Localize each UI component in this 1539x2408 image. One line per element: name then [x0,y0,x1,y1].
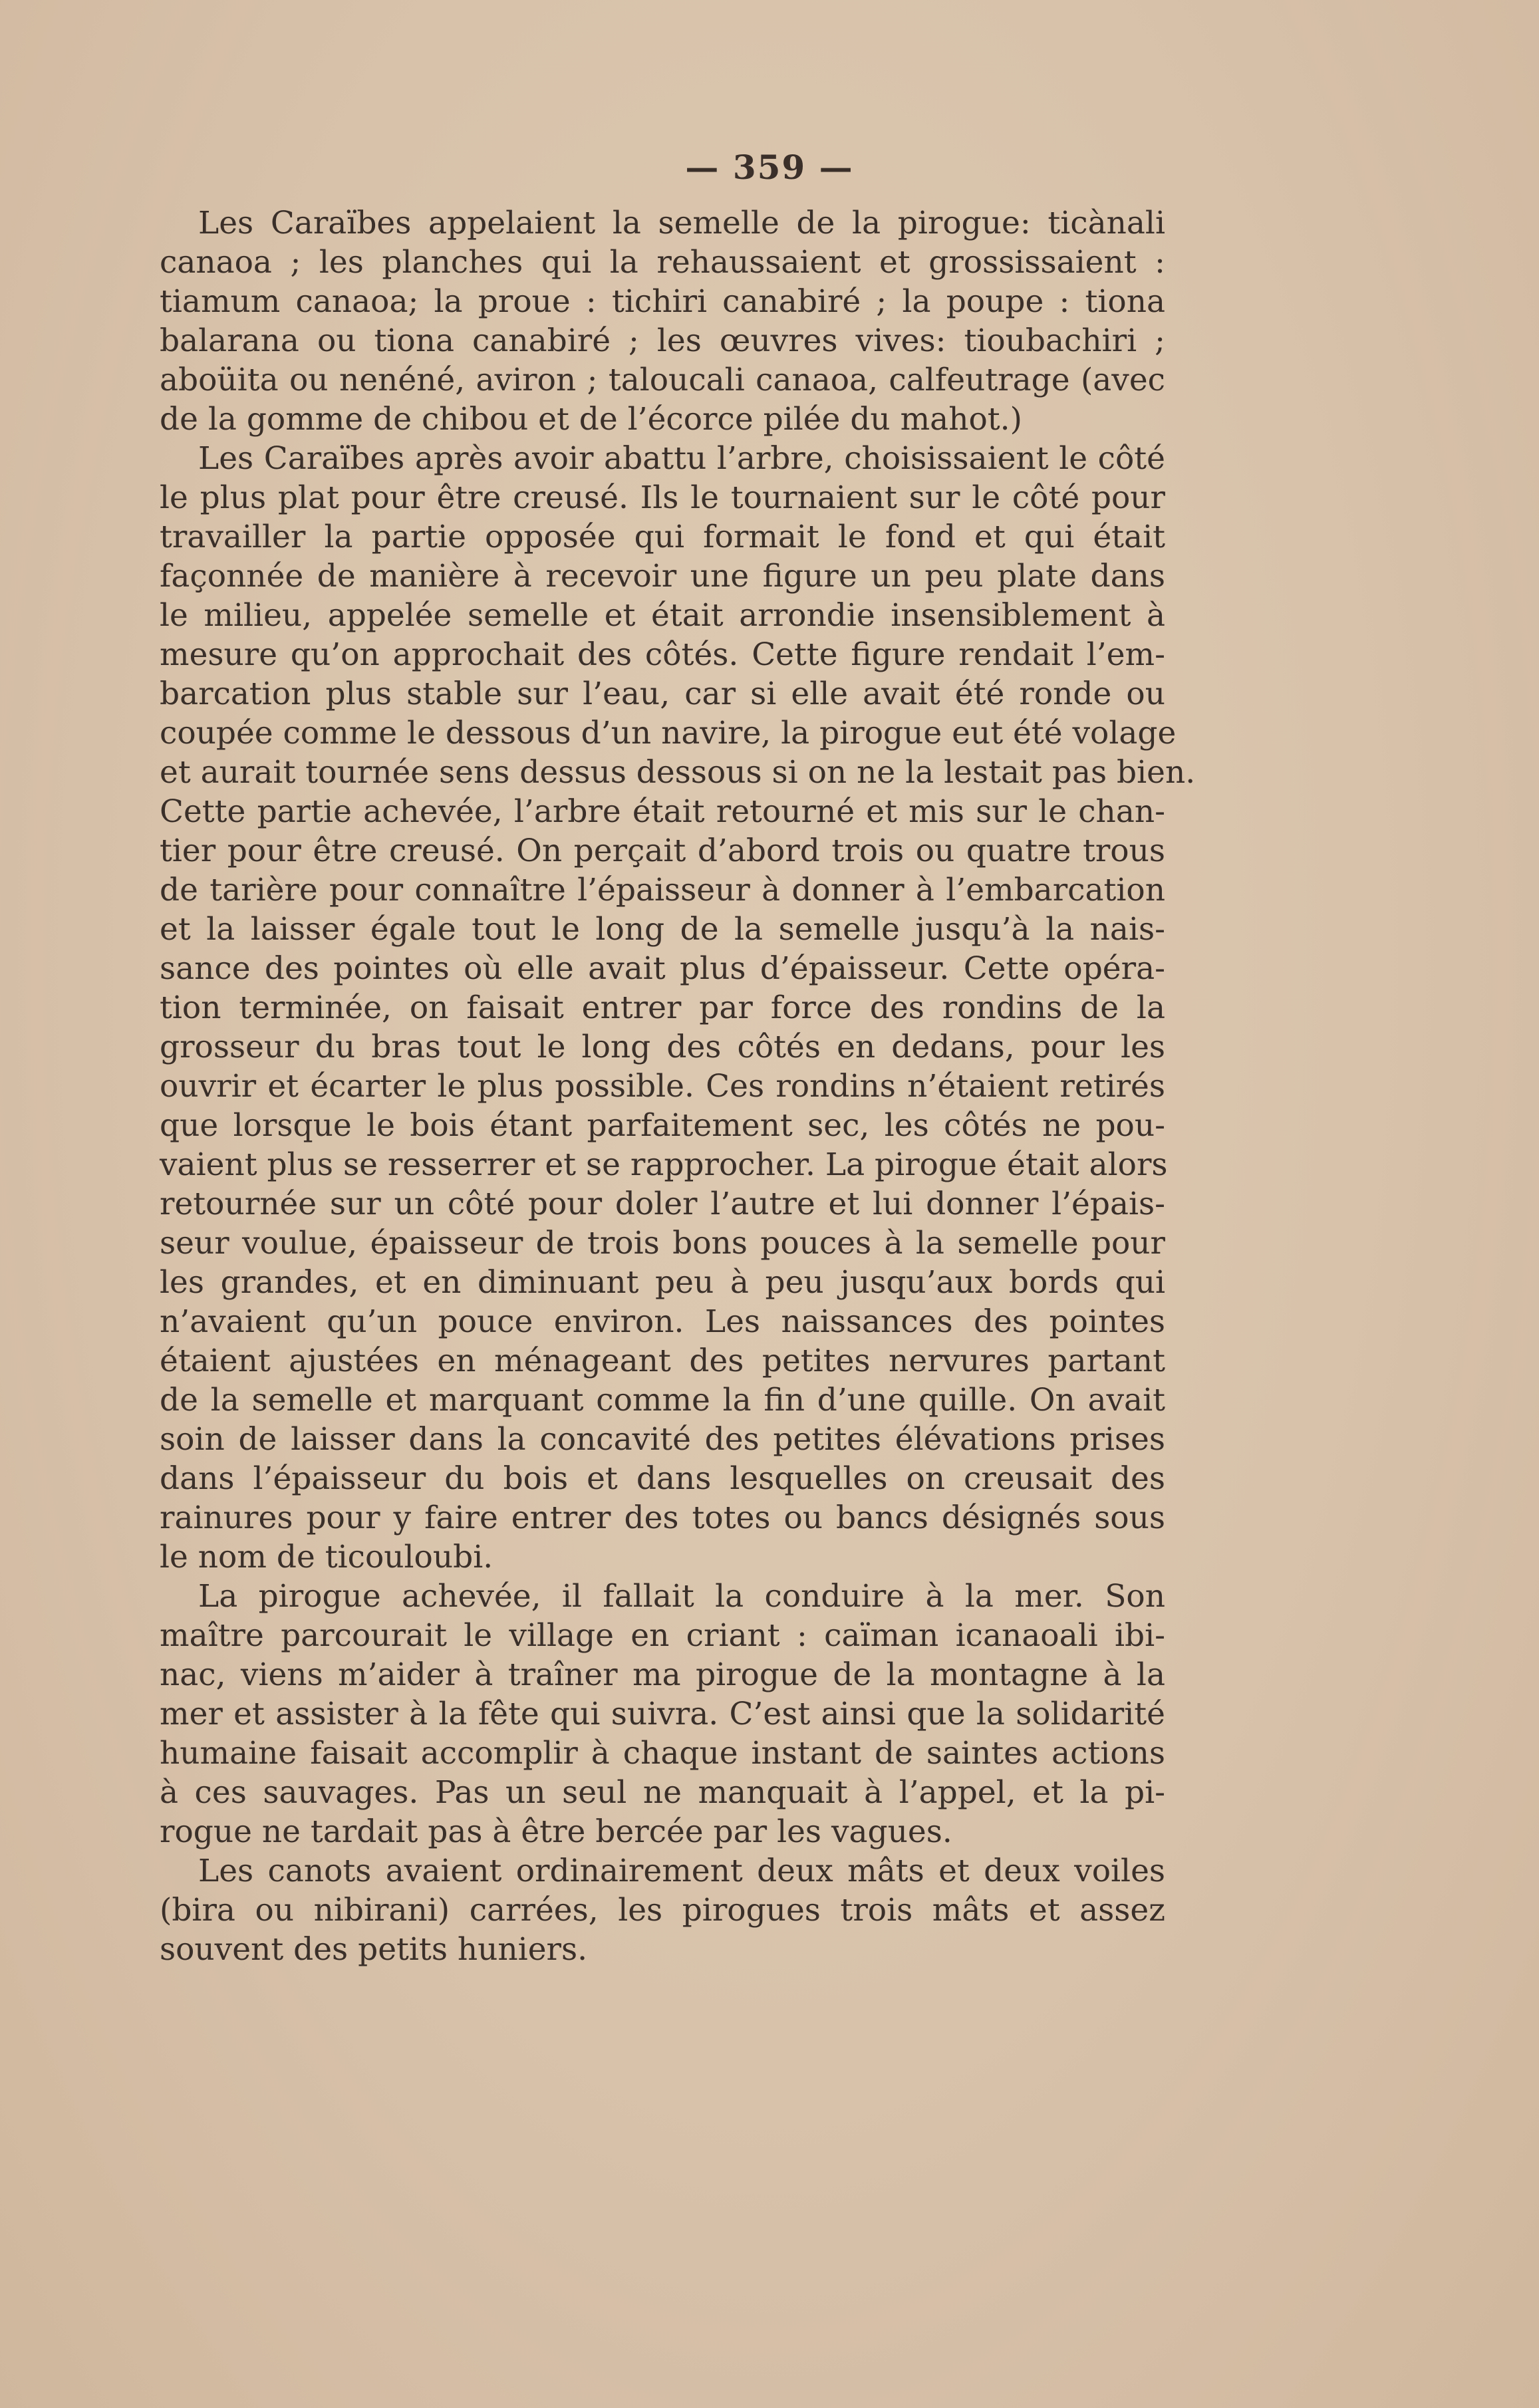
text-line: La pirogue achevée, il fallait la conduire à la mer. Son [198,1578,1165,1615]
text-line: le nom de ticouloubi. [160,1539,493,1575]
text-line: retournée sur un côté pour doler l’autre et lui donner l’épais- [160,1186,1165,1222]
text-line: de la gomme de chibou et de l’écorce pilée du mahot.) [160,401,1022,438]
text-line: de tarière pour connaître l’épaisseur à donner à l’embarcation [160,872,1165,908]
page-number: — 359 — [685,148,854,187]
text-line: nac, viens m’aider à traîner ma pirogue de la montagne à la [160,1657,1165,1693]
text-line: balarana ou tiona canabiré ; les œuvres vives: tioubachiri ; [160,323,1165,359]
text-line: aboüita ou nenéné, aviron ; taloucali canaoa, calfeutrage (avec [160,362,1165,398]
text-line: sance des pointes où elle avait plus d’épaisseur. Cette opéra- [160,950,1165,987]
text-line: (bira ou nibirani) carrées, les pirogues trois mâts et assez [160,1892,1165,1929]
text-line: grosseur du bras tout le long des côtés en dedans, pour les [160,1029,1165,1065]
text-line: canaoa ; les planches qui la rehaussaient et grossissaient : [160,244,1165,281]
text-line: ouvrir et écarter le plus possible. Ces rondins n’étaient retirés [160,1068,1165,1105]
text-line: rainures pour y faire entrer des totes ou bancs désignés sous [160,1500,1165,1536]
text-line: humaine faisait accomplir à chaque instant de saintes actions [160,1735,1165,1772]
text-line: de la semelle et marquant comme la fin d’une quille. On avait [160,1382,1165,1418]
text-line: barcation plus stable sur l’eau, car si elle avait été ronde ou [160,676,1165,712]
text-line: rogue ne tardait pas à être bercée par les vagues. [160,1813,952,1850]
text-line: maître parcourait le village en criant : caïman icanaoali ibi- [160,1617,1165,1654]
text-line: Les canots avaient ordinairement deux mâts et deux voiles [198,1853,1165,1889]
text-line: n’avaient qu’un pouce environ. Les naissances des pointes [160,1303,1165,1340]
text-line: les grandes, et en diminuant peu à peu jusqu’aux bords qui [160,1264,1165,1301]
text-line: dans l’épaisseur du bois et dans lesquelles on creusait des [160,1460,1165,1497]
text-line: le plus plat pour être creusé. Ils le tournaient sur le côté pour [160,479,1165,516]
text-line: soin de laisser dans la concavité des petites élévations prises [160,1421,1165,1458]
text-line: mesure qu’on approchait des côtés. Cette figure rendait l’em- [160,636,1165,673]
text-line: façonnée de manière à recevoir une figure un peu plate dans [160,558,1165,595]
text-line: seur voulue, épaisseur de trois bons pouces à la semelle pour [160,1225,1165,1262]
text-line: souvent des petits huniers. [160,1931,588,1968]
text-line: et aurait tournée sens dessus dessous si on ne la lestait pas bien. [160,754,1196,791]
text-line: Cette partie achevée, l’arbre était retourné et mis sur le chan- [160,793,1165,830]
text-line: étaient ajustées en ménageant des petites nervures partant [160,1343,1165,1379]
text-line: à ces sauvages. Pas un seul ne manquait à l’appel, et la pi- [160,1774,1165,1811]
text-line: travailler la partie opposée qui formait le fond et qui était [160,519,1165,555]
body-text [160,203,1196,1969]
text-line: et la laisser égale tout le long de la semelle jusqu’à la nais- [160,911,1165,948]
text-line: vaient plus se resserrer et se rapprocher. La pirogue était alors [160,1146,1168,1183]
text-line: tier pour être creusé. On perçait d’abord trois ou quatre trous [160,833,1165,869]
text-line: le milieu, appelée semelle et était arrondie insensiblement à [160,597,1165,634]
text-line: Les Caraïbes appelaient la semelle de la pirogue: ticànali [198,205,1165,241]
text-line: coupée comme le dessous d’un navire, la pirogue eut été volage [160,715,1177,751]
text-line: tiamum canaoa; la proue : tichiri canabiré ; la poupe : tiona [160,283,1165,320]
text-line: Les Caraïbes après avoir abattu l’arbre, choisissaient le côté [198,440,1165,477]
text-line: mer et assister à la fête qui suivra. C’est ainsi que la solidarité [160,1696,1165,1732]
text-line: tion terminée, on faisait entrer par force des rondins de la [160,990,1165,1026]
text-line: que lorsque le bois étant parfaitement sec, les côtés ne pou- [160,1107,1165,1144]
